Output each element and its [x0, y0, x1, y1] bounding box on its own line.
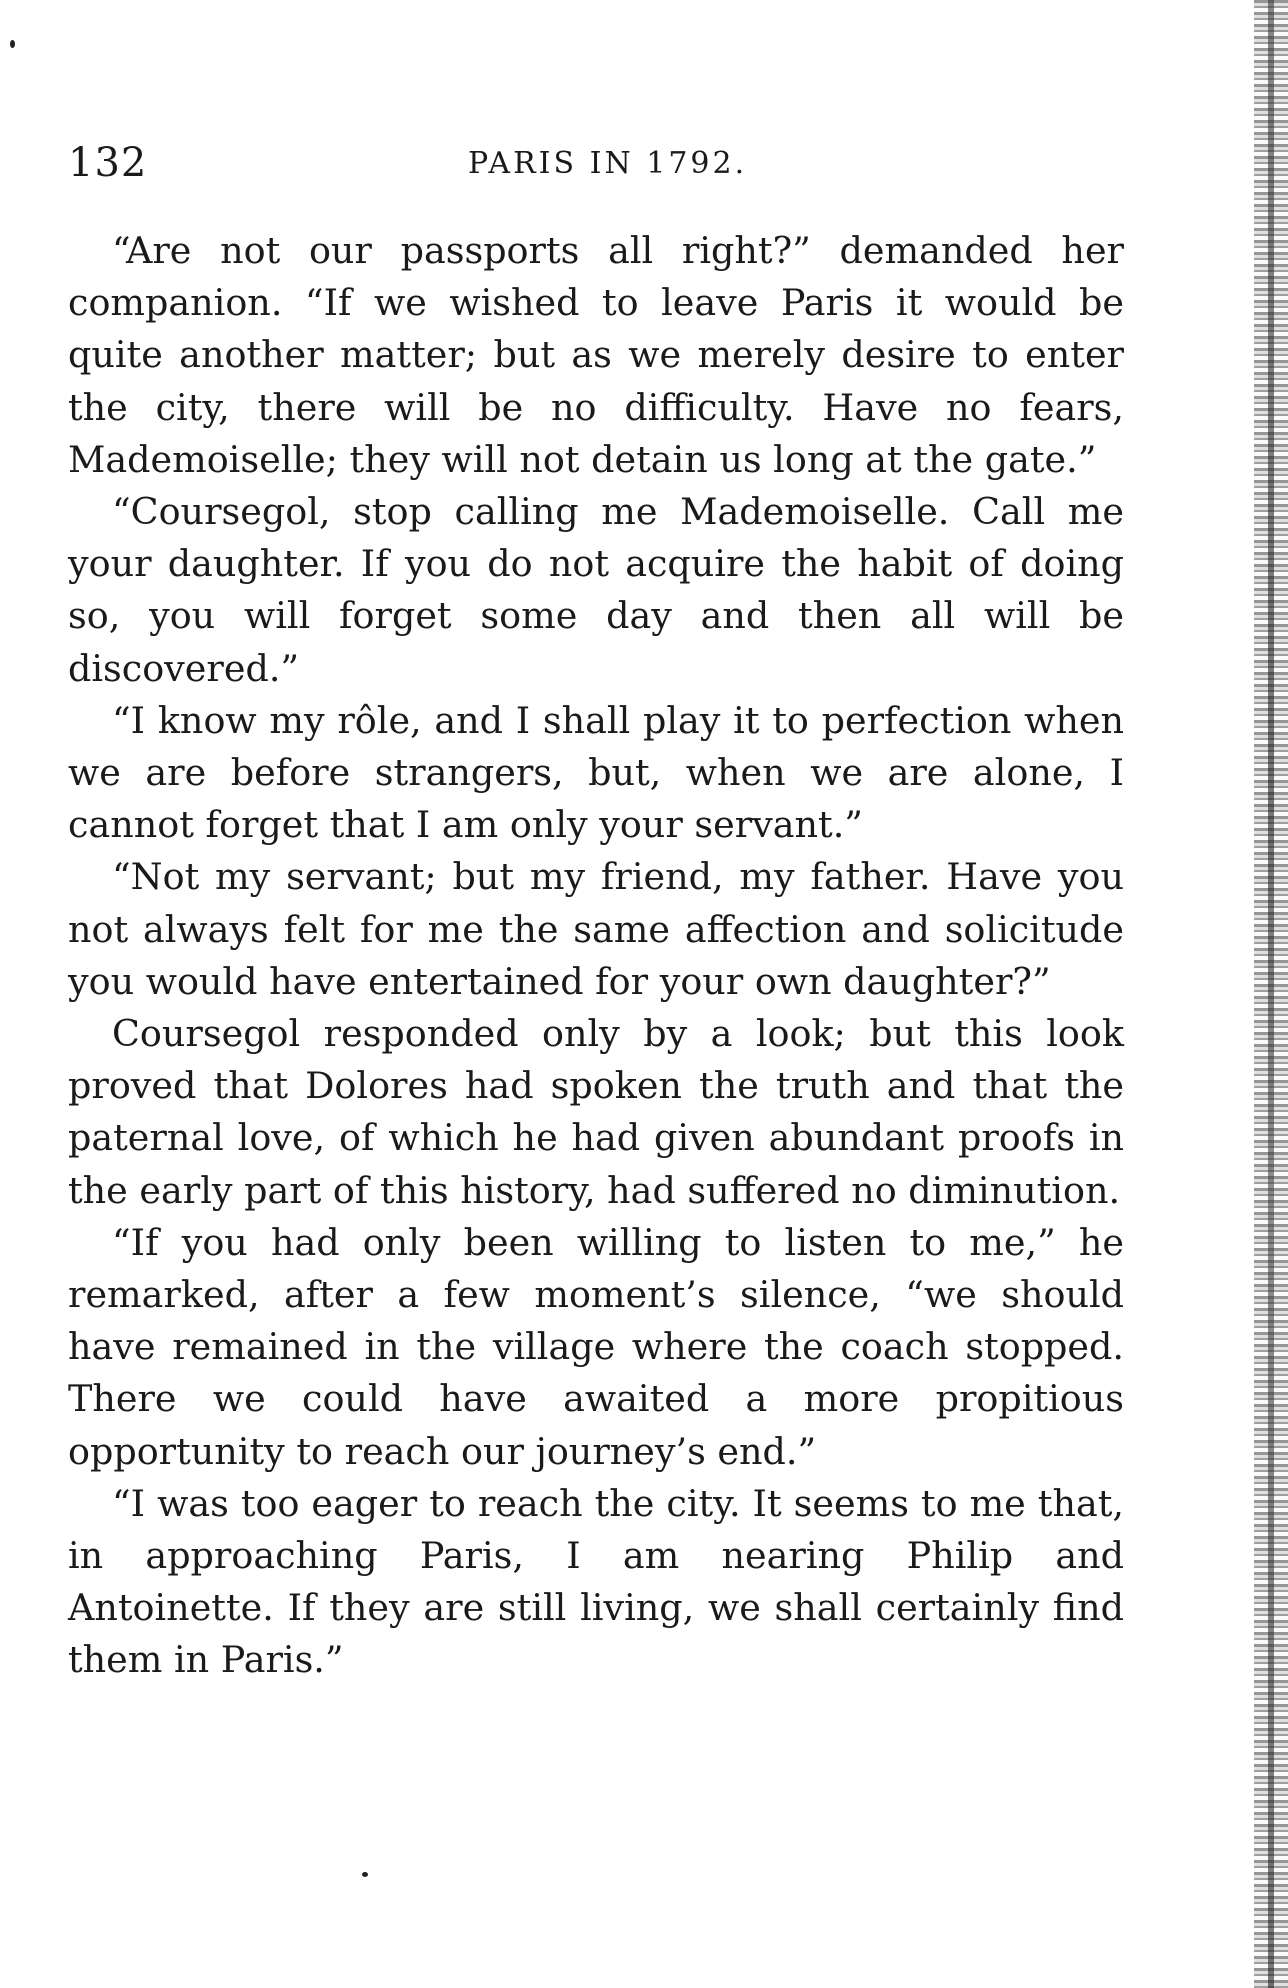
binding-shadow [1268, 0, 1274, 1988]
paragraph: “I was too eager to reach the city. It seems to me that, in approaching Paris, I am nearing Philip and Antoinette. If they are still living, we shall certainly find them in Paris.” [68, 1481, 1124, 1682]
running-header [68, 140, 1128, 190]
paragraph: “Not my servant; but my friend, my father. Have you not always felt for me the same affection and solicitude you would have entertained for your own daughter?” [68, 855, 1124, 1003]
paragraph: “Are not our passports all right?” demanded her companion. “If we wished to leave Paris it would be quite another matter; but as we merely desire to enter the city, there will be no difficulty. Have no fears, Mademoiselle; they will not detain us long at the gate.” [68, 229, 1124, 481]
print-mark [362, 1872, 368, 1877]
paragraph: “If you had only been willing to listen to me,” he remarked, after a few moment’s silence, “we should have remained in the village where the coach stopped. There we could have awaited a more propitious opportunity to reach our journey’s end.” [68, 1220, 1124, 1473]
scan-speck [10, 40, 15, 48]
page-number: 132 [68, 140, 148, 186]
paragraph: “I know my rôle, and I shall play it to perfection when we are before strangers, but, when we are alone, I cannot forget that I am only your servant.” [68, 698, 1124, 847]
paragraph: “Coursegol, stop calling me Mademoiselle. Call me your daughter. If you do not acquire the habit of doing so, you will forget some day and then all will be discovered.” [68, 490, 1124, 690]
running-title: PARIS IN 1792. [468, 146, 748, 181]
paragraph: Coursegol responded only by a look; but this look proved that Dolores had spoken the truth and that the paternal love, of which he had given abundant proofs in the early part of this history, had suffered no diminution. [68, 1012, 1124, 1212]
body-text [68, 225, 1124, 1687]
